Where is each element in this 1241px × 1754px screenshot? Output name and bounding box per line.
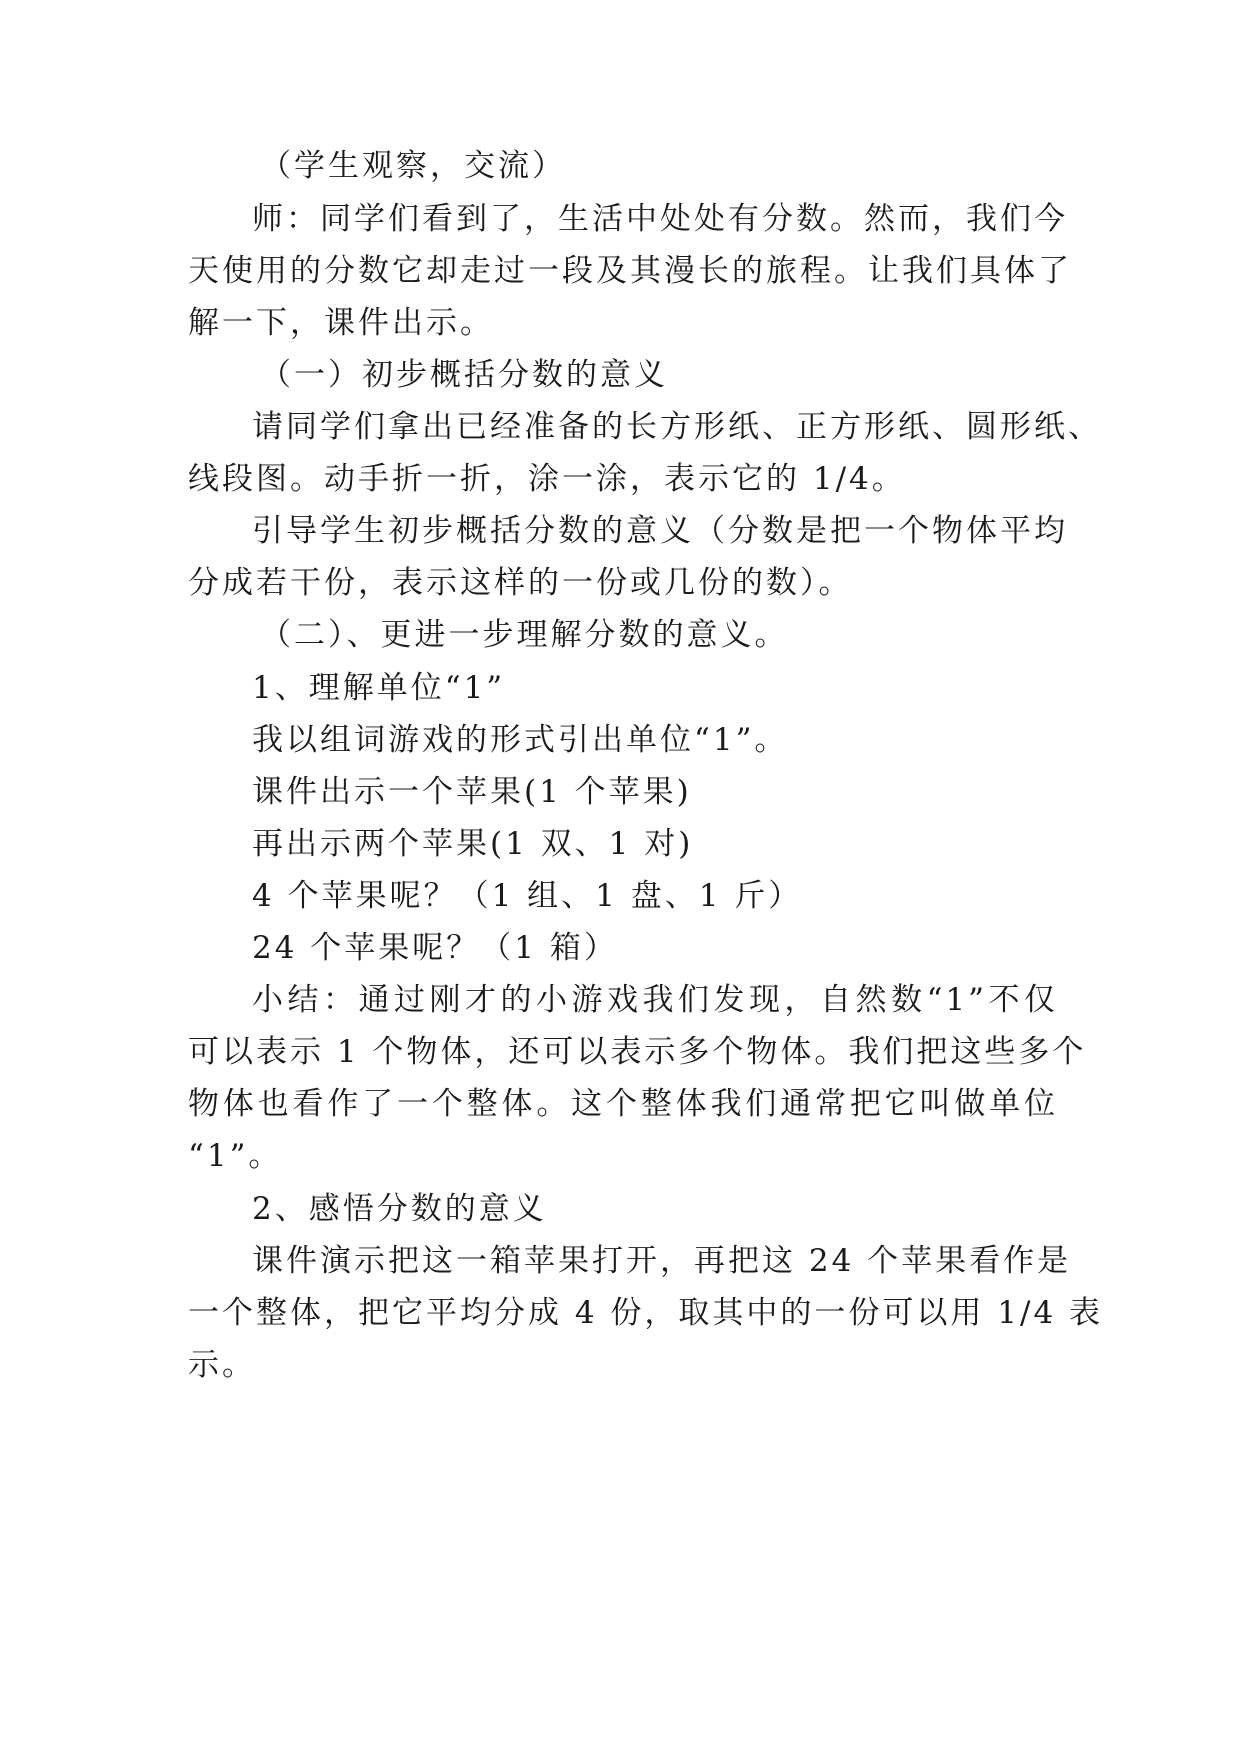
subsection-heading: 1、理解单位“1” xyxy=(252,670,506,706)
paragraph-line: 课件演示把这一箱苹果打开，再把这 24 个苹果看作是 xyxy=(252,1243,1072,1279)
paragraph-line: “1”。 xyxy=(188,1138,283,1174)
paragraph-line: 引导学生初步概括分数的意义（分数是把一个物体平均 xyxy=(252,513,1068,549)
paragraph-line: 物体也看作了一个整体。这个整体我们通常把它叫做单位 xyxy=(188,1086,1058,1122)
subsection-heading: 2、感悟分数的意义 xyxy=(252,1191,547,1227)
document-page xyxy=(188,0,1104,1754)
paragraph-line: （学生观察，交流） xyxy=(260,148,566,184)
paragraph-line: 师：同学们看到了，生活中处处有分数。然而，我们今 xyxy=(252,201,1068,237)
paragraph-line: 天使用的分数它却走过一段及其漫长的旅程。让我们具体了 xyxy=(188,253,1072,289)
paragraph-line: 可以表示 1 个物体，还可以表示多个物体。我们把这些多个 xyxy=(188,1034,1087,1070)
paragraph-line: 4 个苹果呢？（1 组、1 盘、1 斤） xyxy=(252,878,803,914)
paragraph-line: 课件出示一个苹果(1 个苹果) xyxy=(252,774,692,810)
paragraph-line: 解一下，课件出示。 xyxy=(188,305,494,341)
paragraph-line: 小结：通过刚才的小游戏我们发现，自然数“1”不仅 xyxy=(252,982,1058,1018)
section-heading: （一）初步概括分数的意义 xyxy=(260,357,668,393)
paragraph-line: 一个整体，把它平均分成 4 份，取其中的一份可以用 1/4 表 xyxy=(188,1295,1104,1331)
section-heading: （二）、更进一步理解分数的意义。 xyxy=(260,617,789,653)
paragraph-line: 再出示两个苹果(1 双、1 对) xyxy=(252,826,694,862)
paragraph-line: 线段图。动手折一折，涂一涂，表示它的 1/4。 xyxy=(188,461,906,497)
paragraph-line: 请同学们拿出已经准备的长方形纸、正方形纸、圆形纸、 xyxy=(252,409,1102,445)
paragraph-line: 我以组词游戏的形式引出单位“1”。 xyxy=(252,722,789,758)
paragraph-line: 分成若干份，表示这样的一份或几份的数）。 xyxy=(188,565,853,601)
paragraph-line: 24 个苹果呢？（1 箱） xyxy=(252,930,618,966)
paragraph-line: 示。 xyxy=(188,1347,256,1383)
